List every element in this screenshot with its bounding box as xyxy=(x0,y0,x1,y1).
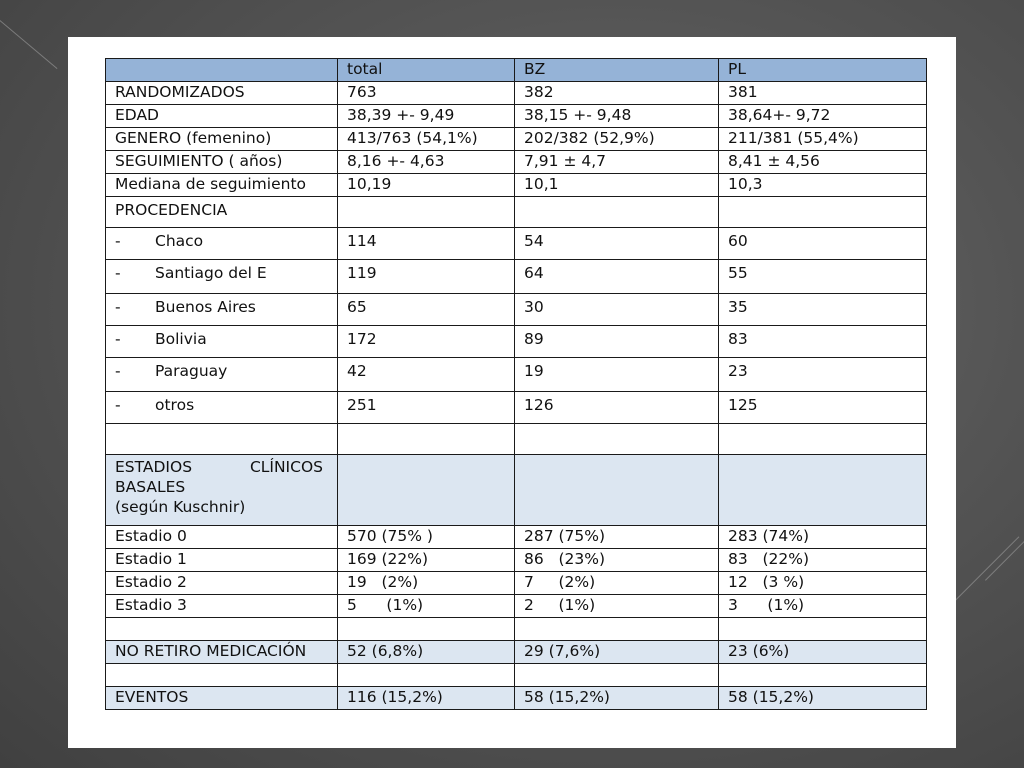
row-label: RANDOMIZADOS xyxy=(106,82,338,105)
row-label xyxy=(106,326,338,358)
row-label: Estadio 3 xyxy=(106,595,338,618)
cell-total xyxy=(338,197,515,228)
row-label: PROCEDENCIA xyxy=(106,197,338,228)
table-row xyxy=(106,526,927,549)
cell-pl: 83 xyxy=(719,326,927,358)
table-row xyxy=(106,687,927,710)
procedencia-label: Bolivia xyxy=(155,330,207,348)
table-row-empty xyxy=(106,664,927,687)
cell-total: 169 (22%) xyxy=(338,549,515,572)
cell-bz: 86 (23%) xyxy=(515,549,719,572)
table-row xyxy=(106,228,927,260)
cell-bz: 38,15 +- 9,48 xyxy=(515,105,719,128)
table-row xyxy=(106,151,927,174)
table-row xyxy=(106,197,927,228)
list-dash: - xyxy=(115,362,121,380)
cell-pl: 381 xyxy=(719,82,927,105)
row-label: NO RETIRO MEDICACIÓN xyxy=(106,641,338,664)
procedencia-label: Santiago del E xyxy=(155,264,267,282)
cell-bz: 382 xyxy=(515,82,719,105)
cell-bz: 29 (7,6%) xyxy=(515,641,719,664)
table-row-empty xyxy=(106,424,927,455)
procedencia-label: otros xyxy=(155,396,195,414)
cell-pl xyxy=(719,197,927,228)
table-row-estadios-header xyxy=(106,455,927,526)
cell-total: 19 (2%) xyxy=(338,572,515,595)
list-dash: - xyxy=(115,298,121,316)
cell-pl: 125 xyxy=(719,392,927,424)
cell-bz xyxy=(515,197,719,228)
cell-pl: 60 xyxy=(719,228,927,260)
table-row-empty xyxy=(106,618,927,641)
table-row xyxy=(106,549,927,572)
cell-total: 413/763 (54,1%) xyxy=(338,128,515,151)
cell-pl: 12 (3 %) xyxy=(719,572,927,595)
procedencia-label: Buenos Aires xyxy=(155,298,256,316)
estadios-title-line3: (según Kuschnir) xyxy=(115,498,246,516)
list-dash: - xyxy=(115,330,121,348)
row-label xyxy=(106,358,338,392)
row-label: Estadio 1 xyxy=(106,549,338,572)
cell-bz: 19 xyxy=(515,358,719,392)
estadios-header-cell xyxy=(106,455,338,526)
cell-total: 8,16 +- 4,63 xyxy=(338,151,515,174)
header-cell-bz: BZ xyxy=(515,59,719,82)
row-label xyxy=(106,228,338,260)
table-header-row xyxy=(106,59,927,82)
cell-total: 119 xyxy=(338,260,515,294)
table-row xyxy=(106,294,927,326)
row-label: Estadio 2 xyxy=(106,572,338,595)
cell-pl: 23 (6%) xyxy=(719,641,927,664)
row-label: SEGUIMIENTO ( años) xyxy=(106,151,338,174)
cell-bz: 89 xyxy=(515,326,719,358)
header-cell-pl: PL xyxy=(719,59,927,82)
data-table xyxy=(105,58,927,710)
cell-pl: 23 xyxy=(719,358,927,392)
cell-total: 52 (6,8%) xyxy=(338,641,515,664)
cell-bz: 7,91 ± 4,7 xyxy=(515,151,719,174)
table-row xyxy=(106,105,927,128)
row-label: Mediana de seguimiento xyxy=(106,174,338,197)
table-row xyxy=(106,595,927,618)
row-label xyxy=(106,260,338,294)
table-row xyxy=(106,174,927,197)
background-line-3 xyxy=(985,538,1024,581)
cell-total: 42 xyxy=(338,358,515,392)
table-row xyxy=(106,260,927,294)
cell-total: 763 xyxy=(338,82,515,105)
cell-pl: 58 (15,2%) xyxy=(719,687,927,710)
cell-total: 38,39 +- 9,49 xyxy=(338,105,515,128)
estadios-title-line2: BASALES xyxy=(115,478,186,496)
cell-pl: 10,3 xyxy=(719,174,927,197)
cell-bz: 126 xyxy=(515,392,719,424)
list-dash: - xyxy=(115,232,121,250)
cell-pl: 3 (1%) xyxy=(719,595,927,618)
cell-total: 172 xyxy=(338,326,515,358)
table-row xyxy=(106,392,927,424)
cell-bz: 10,1 xyxy=(515,174,719,197)
background-line-1 xyxy=(0,20,57,69)
cell-total: 116 (15,2%) xyxy=(338,687,515,710)
procedencia-label: Chaco xyxy=(155,232,204,250)
list-dash: - xyxy=(115,264,121,282)
cell-pl: 211/381 (55,4%) xyxy=(719,128,927,151)
cell-pl: 8,41 ± 4,56 xyxy=(719,151,927,174)
procedencia-label: Paraguay xyxy=(155,362,228,380)
table-row xyxy=(106,358,927,392)
cell-bz: 30 xyxy=(515,294,719,326)
cell-total: 5 (1%) xyxy=(338,595,515,618)
cell-pl: 283 (74%) xyxy=(719,526,927,549)
table-row xyxy=(106,326,927,358)
estadios-title-line1: ESTADIOS CLÍNICOS xyxy=(115,458,323,476)
table-row xyxy=(106,82,927,105)
row-label: Estadio 0 xyxy=(106,526,338,549)
cell-bz: 2 (1%) xyxy=(515,595,719,618)
cell-pl: 55 xyxy=(719,260,927,294)
list-dash: - xyxy=(115,396,121,414)
cell-total: 65 xyxy=(338,294,515,326)
cell-total: 10,19 xyxy=(338,174,515,197)
table-row xyxy=(106,572,927,595)
cell-pl: 83 (22%) xyxy=(719,549,927,572)
row-label xyxy=(106,294,338,326)
header-cell-empty xyxy=(106,59,338,82)
cell-bz: 7 (2%) xyxy=(515,572,719,595)
cell-pl: 38,64+- 9,72 xyxy=(719,105,927,128)
cell-bz: 58 (15,2%) xyxy=(515,687,719,710)
row-label: EDAD xyxy=(106,105,338,128)
slide xyxy=(68,37,956,748)
cell-bz: 202/382 (52,9%) xyxy=(515,128,719,151)
cell-total: 251 xyxy=(338,392,515,424)
cell-total: 570 (75% ) xyxy=(338,526,515,549)
row-label: EVENTOS xyxy=(106,687,338,710)
cell-bz: 287 (75%) xyxy=(515,526,719,549)
table-row xyxy=(106,128,927,151)
header-cell-total: total xyxy=(338,59,515,82)
background-line-2 xyxy=(955,536,1019,600)
cell-pl: 35 xyxy=(719,294,927,326)
row-label xyxy=(106,392,338,424)
cell-bz: 64 xyxy=(515,260,719,294)
table-row xyxy=(106,641,927,664)
row-label: GENERO (femenino) xyxy=(106,128,338,151)
cell-bz: 54 xyxy=(515,228,719,260)
cell-total: 114 xyxy=(338,228,515,260)
